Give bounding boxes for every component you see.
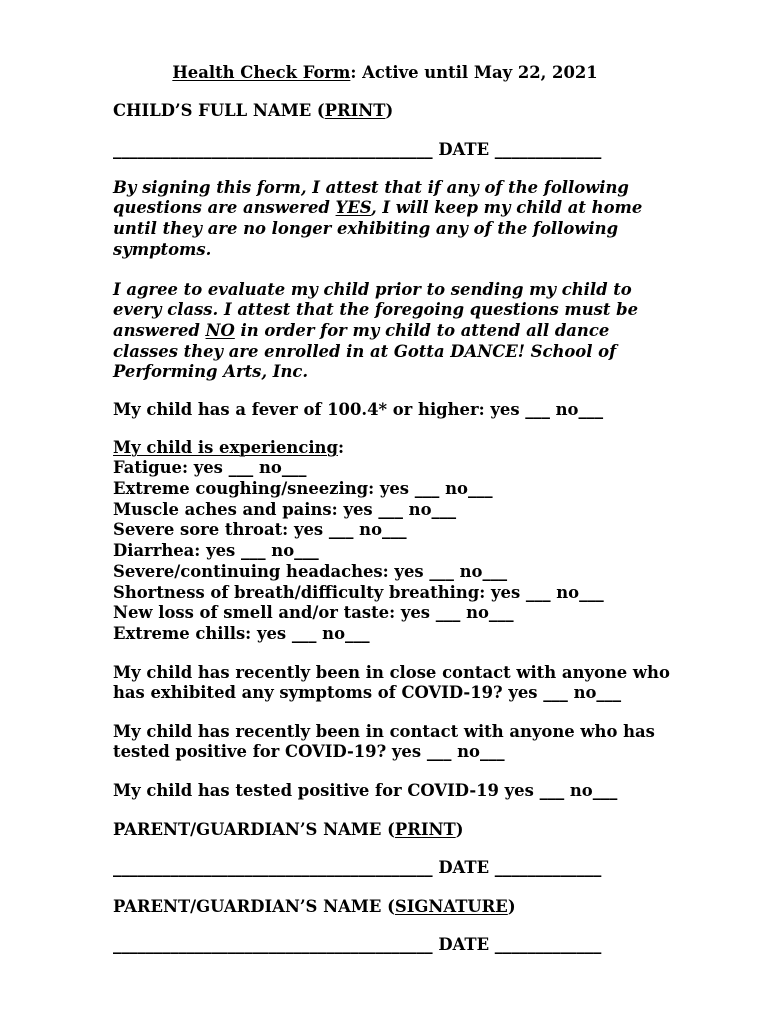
question-positive-contact	[113, 722, 655, 763]
parent-print-date-label: DATE	[438, 857, 490, 877]
attestation-line-1: By signing this form, I attest that if any of the following	[113, 177, 629, 197]
symptom-coughing-sneezing	[113, 479, 604, 500]
question-label: has exhibited any symptoms of COVID-19?	[113, 683, 503, 703]
symptom-fatigue	[113, 458, 604, 479]
parent-print-close: )	[455, 819, 464, 839]
agreement-line-4: classes they are enrolled in at Gotta DANCE! School of	[113, 341, 617, 361]
symptom-label: New loss of smell and/or taste:	[113, 603, 396, 623]
yes-blank[interactable]: ___	[291, 623, 317, 643]
parent-print-method: PRINT	[394, 819, 456, 839]
no-label: no	[459, 561, 483, 581]
parent-signature-date-blank[interactable]: _____________	[494, 934, 602, 954]
child-name-date-line	[113, 140, 601, 161]
attestation-line-2	[113, 198, 642, 219]
yes-label: yes	[490, 399, 520, 419]
no-blank[interactable]: ___	[382, 520, 407, 540]
symptom-diarrhea	[113, 541, 604, 562]
child-name-method: PRINT	[324, 100, 386, 120]
symptom-label: Extreme coughing/sneezing:	[113, 479, 375, 498]
symptom-label: Fatigue:	[113, 458, 189, 478]
yes-label: yes	[293, 520, 324, 540]
yes-blank[interactable]: ___	[539, 780, 565, 800]
yes-blank[interactable]: ___	[525, 399, 550, 419]
child-date-blank[interactable]: _____________	[494, 139, 602, 159]
symptoms-heading-text: My child is experiencing	[113, 437, 338, 457]
symptom-label: Diarrhea:	[113, 541, 201, 561]
no-label: no	[258, 458, 282, 478]
no-label: no	[555, 399, 579, 419]
no-label: no	[556, 582, 580, 602]
symptom-label: Severe/continuing headaches:	[113, 561, 389, 581]
parent-signature-label	[113, 897, 516, 918]
symptom-loss-of-smell-taste	[113, 603, 604, 624]
yes-label: yes	[491, 582, 521, 602]
child-name-close: )	[385, 100, 394, 120]
no-label: no	[408, 499, 432, 519]
no-label: no	[271, 541, 295, 561]
symptoms-section	[113, 438, 604, 645]
question-fever	[113, 400, 603, 421]
parent-print-name-label	[113, 820, 463, 841]
agreement-line-2: every class. I attest that the foregoing questions must be	[113, 300, 639, 320]
parent-print-blank[interactable]: _______________________________________	[113, 857, 433, 877]
parent-print-date-line	[113, 858, 601, 879]
yes-blank[interactable]: ___	[228, 458, 254, 478]
symptoms-heading	[113, 438, 604, 459]
parent-signature-date-label: DATE	[438, 934, 490, 954]
yes-blank[interactable]: ___	[378, 499, 403, 519]
question-line-2	[113, 742, 655, 763]
form-title-underlined: Health Check Form	[172, 62, 351, 82]
no-label: no	[569, 780, 593, 800]
no-blank[interactable]: ___	[431, 499, 457, 519]
parent-signature-method: SIGNATURE	[394, 896, 508, 916]
agreement-line-1: I agree to evaluate my child prior to sending my child to	[113, 279, 632, 299]
parent-signature-text: PARENT/GUARDIAN’S NAME (	[113, 896, 395, 916]
parent-print-text: PARENT/GUARDIAN’S NAME (	[113, 819, 395, 839]
no-label: no	[466, 603, 489, 623]
yes-blank[interactable]: ___	[414, 479, 440, 498]
no-label: no	[359, 520, 383, 540]
no-blank[interactable]: ___	[488, 603, 514, 623]
symptom-headaches	[113, 562, 604, 583]
agreement-no-emphasis: NO	[205, 321, 235, 340]
symptom-label: Severe sore throat:	[113, 520, 289, 540]
parent-signature-close: )	[507, 896, 516, 916]
child-name-text: CHILD’S FULL NAME (	[113, 100, 325, 120]
yes-label: yes	[400, 603, 431, 623]
attestation-paragraph	[113, 178, 642, 261]
attestation-line-2-after: , I will keep my child at home	[371, 198, 643, 218]
child-name-blank[interactable]: _______________________________________	[113, 139, 433, 159]
no-blank[interactable]: ___	[467, 479, 493, 498]
yes-blank[interactable]: ___	[328, 520, 354, 540]
attestation-line-3: until they are no longer exhibiting any of the following	[113, 219, 619, 238]
attestation-line-2-before: questions are answered	[113, 198, 336, 218]
question-line-1: My child has recently been in contact with anyone who has	[113, 721, 655, 741]
yes-label: yes	[508, 683, 538, 703]
question-label: My child has tested positive for COVID-19	[113, 780, 499, 800]
yes-blank[interactable]: ___	[435, 603, 461, 623]
question-label: tested positive for COVID-19?	[113, 742, 387, 762]
no-blank[interactable]: ___	[596, 683, 622, 703]
question-line-2	[113, 683, 670, 704]
attestation-line-4: symptoms.	[113, 239, 212, 259]
yes-blank[interactable]: ___	[525, 582, 551, 602]
symptom-chills	[113, 624, 604, 645]
no-blank[interactable]: ___	[482, 561, 508, 581]
yes-label: yes	[193, 458, 223, 478]
question-line-1: My child has recently been in close contact with anyone who	[113, 662, 670, 682]
yes-label: yes	[206, 541, 236, 561]
no-label: no	[322, 623, 346, 643]
no-blank[interactable]: ___	[592, 780, 618, 800]
question-tested-positive	[113, 781, 617, 802]
yes-blank[interactable]: ___	[426, 742, 452, 762]
agreement-line-3-after: in order for my child to attend all dance	[234, 321, 610, 340]
question-label: My child has a fever of 100.4* or higher:	[113, 399, 485, 419]
agreement-line-3	[113, 321, 638, 342]
no-blank[interactable]: ___	[578, 399, 604, 419]
no-blank[interactable]: ___	[294, 541, 319, 561]
yes-label: yes	[343, 499, 373, 519]
no-label: no	[573, 683, 597, 703]
symptom-label: Muscle aches and pains:	[113, 499, 338, 519]
child-name-label	[113, 101, 393, 122]
attestation-yes-emphasis: YES	[335, 198, 371, 218]
symptom-label: Shortness of breath/difficulty breathing:	[113, 582, 486, 602]
question-close-contact	[113, 663, 670, 704]
no-label: no	[457, 742, 480, 762]
agreement-line-5: Performing Arts, Inc.	[113, 362, 309, 382]
form-title	[0, 63, 770, 84]
symptoms-heading-colon: :	[337, 437, 344, 457]
agreement-line-3-before: answered	[113, 321, 206, 340]
parent-print-date-blank[interactable]: _____________	[494, 857, 602, 877]
no-blank[interactable]: ___	[579, 582, 604, 602]
yes-blank[interactable]: ___	[543, 683, 568, 703]
yes-label: yes	[379, 479, 410, 498]
no-blank[interactable]: ___	[345, 623, 370, 643]
yes-blank[interactable]: ___	[240, 541, 266, 561]
agreement-paragraph	[113, 280, 638, 384]
parent-signature-blank[interactable]: _______________________________________	[113, 934, 433, 954]
child-date-label: DATE	[438, 139, 490, 159]
no-blank[interactable]: ___	[281, 458, 307, 478]
no-label: no	[445, 479, 468, 498]
symptom-sore-throat	[113, 520, 604, 541]
yes-label: yes	[256, 623, 287, 643]
parent-signature-date-line	[113, 935, 601, 956]
symptom-muscle-aches	[113, 500, 604, 521]
symptom-shortness-of-breath	[113, 583, 604, 604]
yes-blank[interactable]: ___	[429, 561, 454, 581]
symptom-label: Extreme chills:	[113, 623, 252, 643]
yes-label: yes	[504, 780, 534, 800]
form-title-rest: : Active until May 22, 2021	[350, 62, 598, 82]
yes-label: yes	[394, 561, 424, 581]
yes-label: yes	[391, 742, 422, 762]
no-blank[interactable]: ___	[479, 742, 505, 762]
